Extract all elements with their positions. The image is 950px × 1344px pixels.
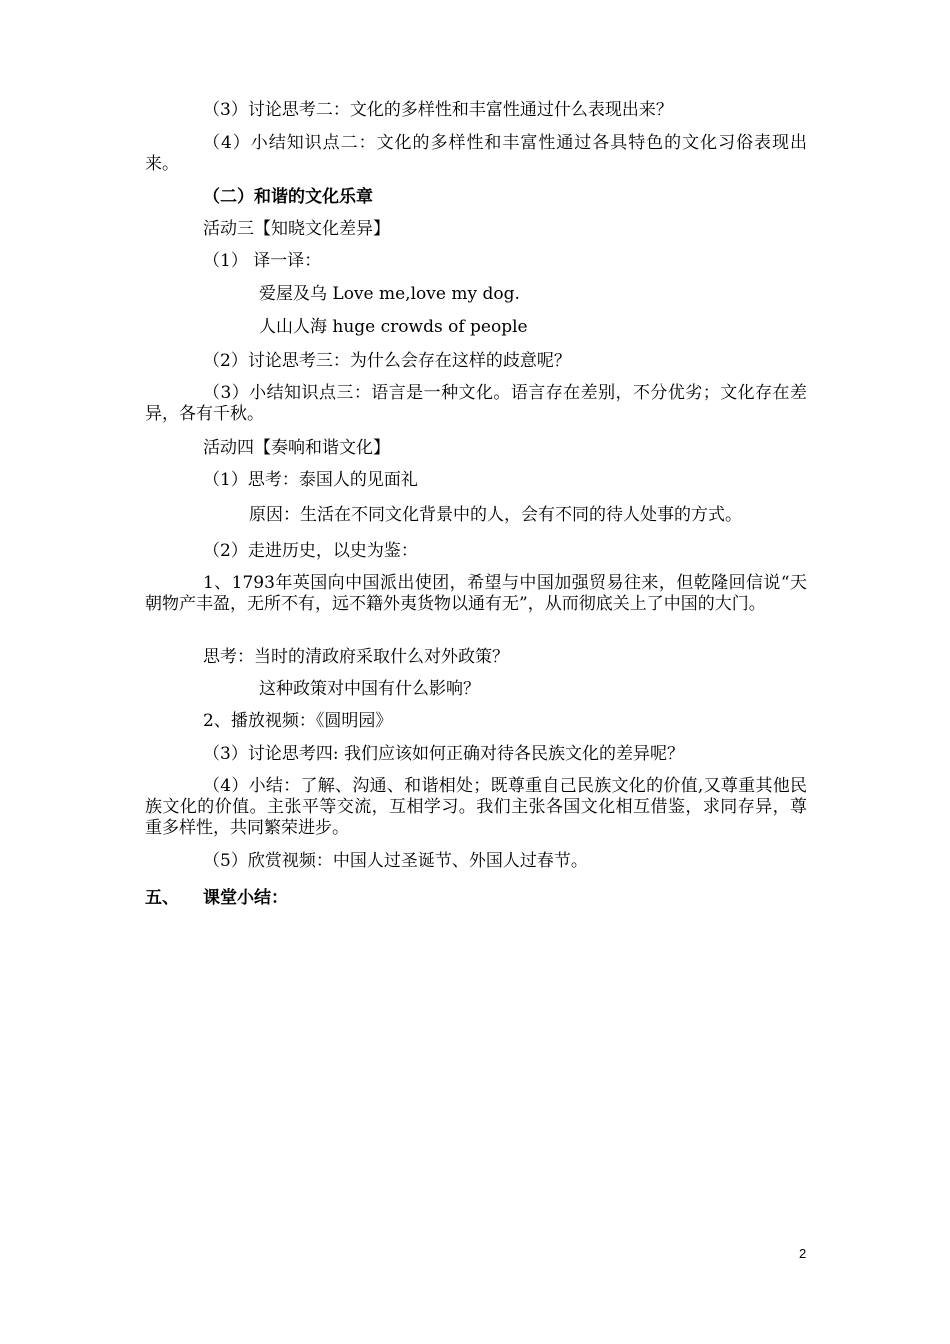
summary-point-three: （3）小结知识点三：语言是一种文化。语言存在差别，不分优劣；文化存在差异，各有千秋。 [145, 383, 807, 424]
discussion-two: （3）讨论思考二：文化的多样性和丰富性通过什么表现出来？ [203, 100, 673, 120]
translation-example-two: 人山人海 huge crowds of people [259, 317, 528, 337]
section-heading-harmony: （二）和谐的文化乐章 [203, 187, 373, 207]
section-five-number: 五、 [145, 888, 179, 908]
section-five-title: 课堂小结： [203, 888, 288, 908]
reason-text: 原因：生活在不同文化背景中的人，会有不同的待人处事的方式。 [249, 505, 742, 525]
policy-question: 思考：当时的清政府采取什么对外政策？ [203, 647, 509, 667]
video-festivals: （5）欣赏视频：中国人过圣诞节、外国人过春节。 [203, 851, 588, 871]
activity-three-title: 活动三【知晓文化差异】 [203, 219, 390, 239]
translation-example-one: 爱屋及乌 Love me,love my dog. [259, 284, 520, 304]
summary-four: （4）小结：了解、沟通、和谐相处；既尊重自己民族文化的价值,又尊重其他民族文化的价值。主张平等交流，互相学习。我们主张各国文化相互借鉴，求同存异，尊重多样性，共同繁荣进步。 [145, 776, 807, 838]
thai-greeting-question: （1）思考：泰国人的见面礼 [203, 470, 418, 490]
activity-four-title: 活动四【奏响和谐文化】 [203, 438, 390, 458]
page-number: 2 [799, 1246, 807, 1261]
history-paragraph: 1、1793年英国向中国派出使团，希望与中国加强贸易往来，但乾隆回信说“天朝物产丰盈，无所不有，远不籍外夷货物以通有无”，从而彻底关上了中国的大门。 [145, 573, 807, 614]
discussion-three: （2）讨论思考三：为什么会存在这样的歧意呢？ [203, 351, 571, 371]
discussion-four: （3）讨论思考四: 我们应该如何正确对待各民族文化的差异呢？ [203, 744, 684, 764]
summary-point-two: （4）小结知识点二：文化的多样性和丰富性通过各具特色的文化习俗表现出来。 [145, 133, 807, 174]
video-yuanmingyuan: 2、播放视频：《圆明园》 [203, 711, 393, 731]
translate-prompt: （1） 译一译： [203, 251, 322, 271]
impact-question: 这种政策对中国有什么影响？ [259, 679, 480, 699]
history-heading: （2）走进历史，以史为鉴： [203, 541, 418, 561]
